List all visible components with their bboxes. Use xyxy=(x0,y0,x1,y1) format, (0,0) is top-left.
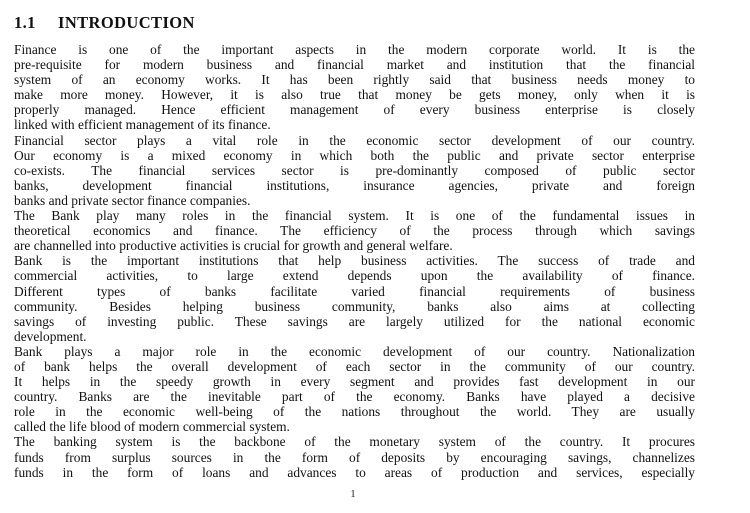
text-line: development. xyxy=(14,328,87,344)
paragraph xyxy=(14,434,695,479)
text-line: banks, development financial institutions, insurance agencies, private and foreign xyxy=(14,177,695,193)
paragraph xyxy=(14,253,695,344)
text-line: funds in the form of loans and advances to areas of production and services, especially xyxy=(14,464,695,480)
text-line: It helps in the speedy growth in every segment and provides fast development in our xyxy=(14,374,695,390)
text-line: country. Banks are the inevitable part of the economy. Banks have played a decisive xyxy=(14,389,695,405)
text-line: Finance is one of the important aspects in the modern corporate world. It is the xyxy=(14,42,695,57)
section-number: 1.1 xyxy=(14,13,36,32)
paragraph xyxy=(14,208,695,253)
text-line: savings of investing public. These savings are largely utilized for the national economic xyxy=(14,313,695,329)
section-title: INTRODUCTION xyxy=(58,13,195,32)
text-line: community. Besides helping business community, banks also aims at collecting xyxy=(14,298,695,314)
section-heading xyxy=(14,12,695,34)
text-line: of bank helps the overall development of each sector in the community of our country. xyxy=(14,358,695,374)
text-line: pre-requisite for modern business and financial market and institution that the financial xyxy=(14,57,695,73)
text-line: co-exists. The financial services sector is pre-dominantly composed of public sector xyxy=(14,162,695,178)
text-line: The banking system is the backbone of the monetary system of the country. It procures xyxy=(14,434,695,450)
text-line: make more money. However, it is also true that money be gets money, only when it is xyxy=(14,87,695,103)
text-line: Bank is the important institutions that help business activities. The success of trade and xyxy=(14,253,695,269)
text-line: banks and private sector finance companies. xyxy=(14,192,251,208)
text-line: commercial activities, to large extend depends upon the availability of finance. xyxy=(14,268,695,284)
text-line: funds from surplus sources in the form of deposits by encouraging savings, channelizes xyxy=(14,449,695,465)
text-line: called the life blood of modern commercial system. xyxy=(14,419,290,435)
paragraph xyxy=(14,42,695,133)
document-page xyxy=(14,12,695,480)
page-number: 1 xyxy=(350,489,356,500)
text-line: properly managed. Hence efficient management of every business enterprise is closely xyxy=(14,102,695,118)
paragraph xyxy=(14,344,695,435)
text-line: theoretical economics and finance. The efficiency of the process through which savings xyxy=(14,223,695,239)
text-line: system of an economy works. It has been rightly said that business needs money to xyxy=(14,72,695,88)
text-line: role in the economic well-being of the nations throughout the world. They are usually xyxy=(14,404,695,420)
text-line: are channelled into productive activities is crucial for growth and general welfare. xyxy=(14,238,453,254)
text-line: Financial sector plays a vital role in the economic sector development of our country. xyxy=(14,132,695,148)
text-line: The Bank play many roles in the financial system. It is one of the fundamental issues in xyxy=(14,208,695,224)
body-text xyxy=(14,42,695,480)
text-line: Our economy is a mixed economy in which both the public and private sector enterprise xyxy=(14,147,695,163)
text-line: Bank plays a major role in the economic development of our country. Nationalization xyxy=(14,343,695,359)
paragraph xyxy=(14,133,695,208)
text-line: Different types of banks facilitate varied financial requirements of business xyxy=(14,283,695,299)
text-line: linked with efficient management of its finance. xyxy=(14,117,271,133)
